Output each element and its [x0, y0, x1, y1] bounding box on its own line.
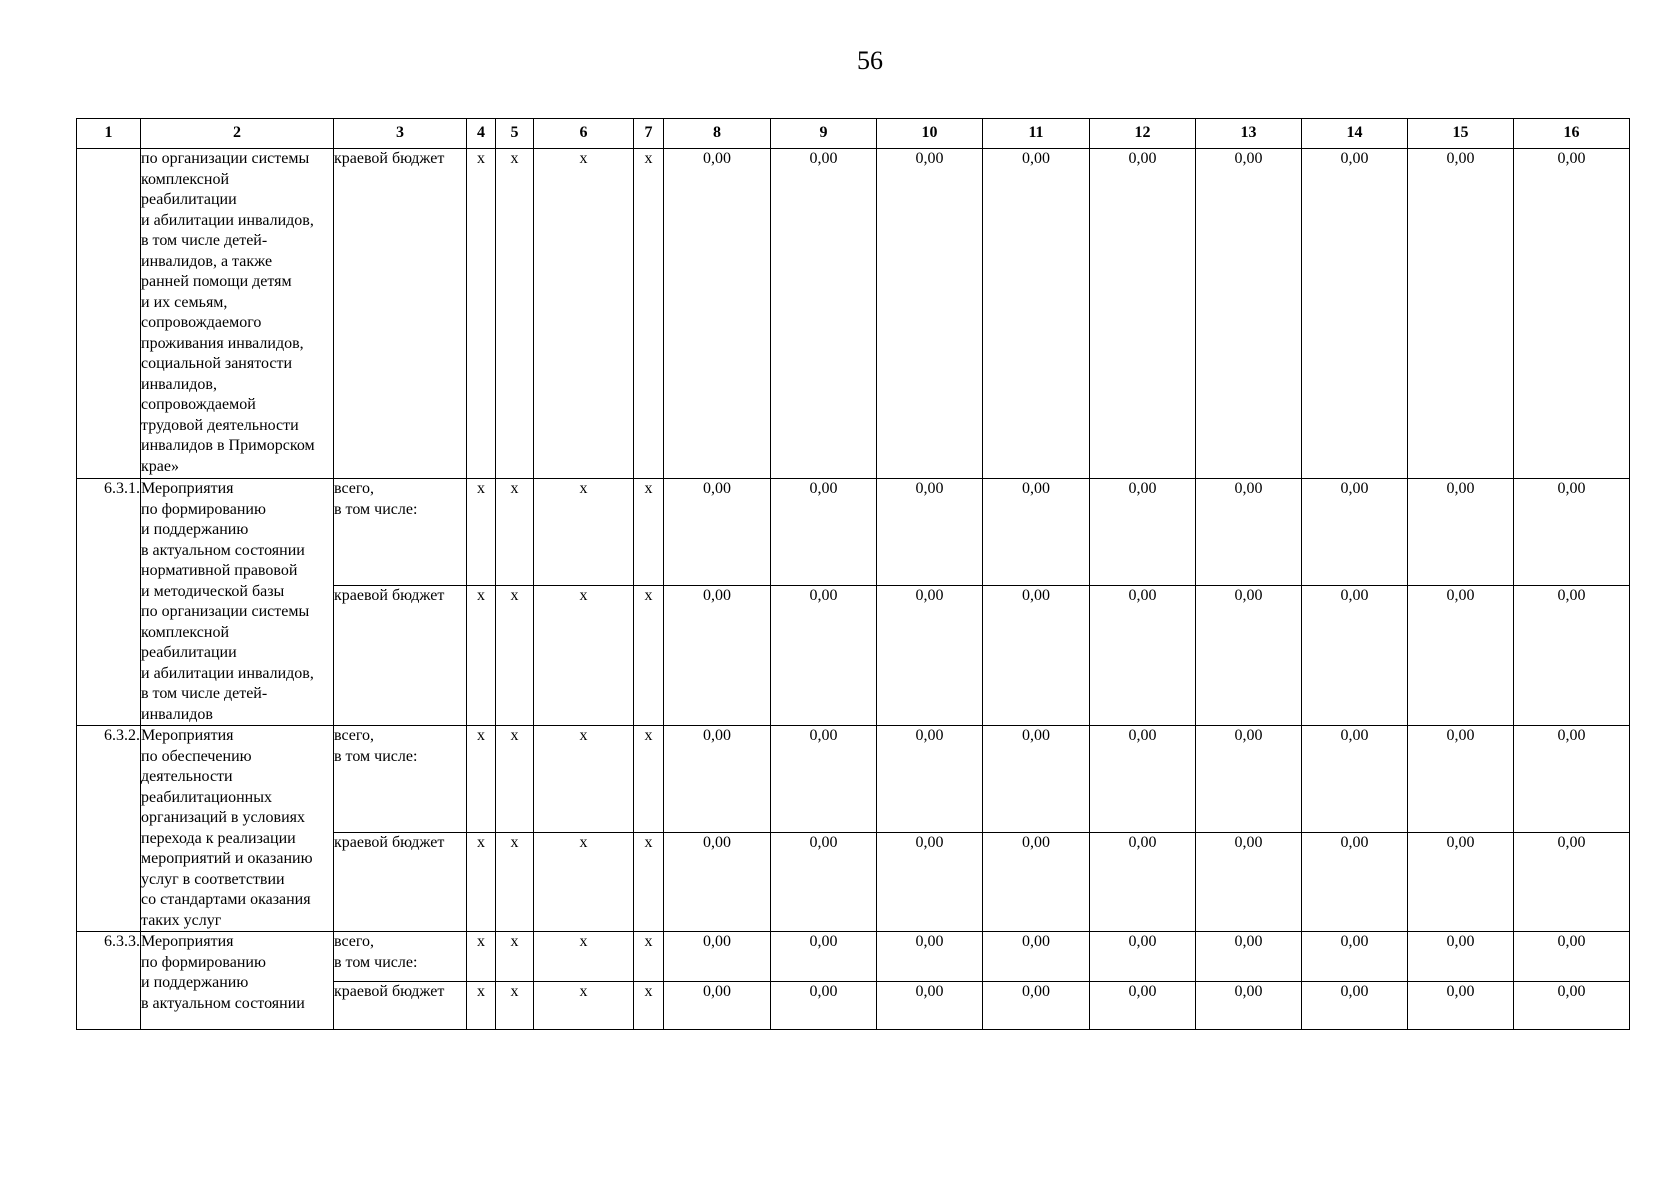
value-cell: 0,00: [983, 982, 1090, 1030]
budget-table: [76, 118, 1630, 1030]
description-line: ранней помощи детям: [141, 273, 292, 290]
mark-cell: x: [496, 932, 534, 982]
description-line: по формированию: [141, 500, 266, 518]
value-cell: 0,00: [1514, 982, 1630, 1030]
value-cell: 0,00: [1408, 833, 1514, 932]
mark-cell: x: [534, 585, 634, 725]
value-cell: 0,00: [983, 149, 1090, 479]
description-line: инвалидов, а также: [141, 252, 273, 270]
value-cell: 0,00: [1514, 585, 1630, 725]
value-cell: 0,00: [1090, 932, 1196, 982]
value-cell: 0,00: [771, 982, 877, 1030]
page-number: 56: [857, 46, 883, 75]
description-line: в актуальном состоянии: [141, 541, 305, 559]
funding-source: [334, 585, 467, 725]
mark-cell: x: [467, 833, 496, 932]
description-line: по формированию: [141, 953, 266, 971]
description-line: инвалидов,: [141, 375, 217, 393]
mark-cell: x: [496, 833, 534, 932]
column-header-7: 7: [634, 119, 664, 149]
item-description: [141, 932, 334, 1030]
description-line: Мероприятия: [141, 933, 234, 950]
mark-cell: x: [634, 982, 664, 1030]
column-header-1: 1: [77, 119, 141, 149]
item-description: [141, 479, 334, 726]
description-line: и абилитации инвалидов,: [141, 664, 314, 682]
funding-source-line: краевой бюджет: [334, 834, 445, 852]
column-header-9: 9: [771, 119, 877, 149]
value-cell: 0,00: [771, 726, 877, 833]
value-cell: 0,00: [1514, 479, 1630, 586]
description-line: и поддержанию: [141, 974, 249, 991]
column-header-16: 16: [1514, 119, 1630, 149]
mark-cell: x: [496, 982, 534, 1030]
value-cell: 0,00: [1408, 982, 1514, 1030]
item-description: [141, 726, 334, 932]
mark-cell: x: [634, 726, 664, 833]
value-cell: 0,00: [877, 932, 983, 982]
mark-cell: x: [467, 932, 496, 982]
value-cell: 0,00: [771, 149, 877, 479]
funding-source: [334, 479, 467, 586]
mark-cell: x: [634, 149, 664, 479]
funding-source-line: краевой бюджет: [334, 150, 445, 167]
description-line: сопровождаемой: [141, 396, 256, 413]
description-line: в том числе детей-: [141, 232, 268, 249]
column-header-12: 12: [1090, 119, 1196, 149]
mark-cell: x: [534, 833, 634, 932]
column-header-11: 11: [983, 119, 1090, 149]
description-line: перехода к реализации: [141, 829, 296, 847]
funding-source-line: краевой бюджет: [334, 586, 445, 604]
column-header-5: 5: [496, 119, 534, 149]
table-row: [77, 932, 1630, 982]
item-number: 6.3.2.: [77, 726, 141, 932]
value-cell: 0,00: [1514, 149, 1630, 479]
table-row: [77, 479, 1630, 586]
value-cell: 0,00: [664, 982, 771, 1030]
value-cell: 0,00: [1090, 479, 1196, 586]
value-cell: 0,00: [983, 479, 1090, 586]
description-line: комплексной: [141, 623, 230, 641]
value-cell: 0,00: [1196, 149, 1302, 479]
value-cell: 0,00: [1196, 982, 1302, 1030]
value-cell: 0,00: [877, 149, 983, 479]
mark-cell: x: [534, 479, 634, 586]
value-cell: 0,00: [1514, 833, 1630, 932]
mark-cell: x: [634, 479, 664, 586]
mark-cell: x: [467, 479, 496, 586]
mark-cell: x: [496, 585, 534, 725]
description-line: услуг в соответствии: [141, 870, 285, 888]
value-cell: 0,00: [771, 932, 877, 982]
mark-cell: x: [496, 149, 534, 479]
column-header-8: 8: [664, 119, 771, 149]
value-cell: 0,00: [983, 932, 1090, 982]
description-line: организаций в условиях: [141, 809, 306, 826]
mark-cell: x: [467, 726, 496, 833]
value-cell: 0,00: [1302, 833, 1408, 932]
value-cell: 0,00: [1090, 149, 1196, 479]
description-line: и их семьям,: [141, 293, 228, 311]
description-line: и методической базы: [141, 582, 285, 600]
mark-cell: x: [534, 726, 634, 833]
value-cell: 0,00: [1090, 726, 1196, 833]
column-header-6: 6: [534, 119, 634, 149]
mark-cell: x: [467, 585, 496, 725]
value-cell: 0,00: [877, 726, 983, 833]
description-line: Мероприятия: [141, 480, 234, 497]
description-line: сопровождаемого: [141, 314, 262, 331]
funding-source-line: в том числе:: [334, 500, 418, 518]
description-line: инвалидов в Приморском: [141, 437, 315, 454]
item-description: [141, 149, 334, 479]
description-line: нормативной правовой: [141, 562, 298, 579]
description-line: трудовой деятельности: [141, 416, 299, 434]
value-cell: 0,00: [877, 479, 983, 586]
value-cell: 0,00: [1196, 932, 1302, 982]
description-line: проживания инвалидов,: [141, 334, 304, 352]
mark-cell: x: [534, 932, 634, 982]
description-line: деятельности: [141, 768, 233, 785]
description-line: Мероприятия: [141, 727, 234, 744]
value-cell: 0,00: [1302, 585, 1408, 725]
table-row: [77, 726, 1630, 833]
funding-source-line: всего,: [334, 480, 375, 497]
mark-cell: x: [467, 982, 496, 1030]
mark-cell: x: [634, 585, 664, 725]
value-cell: 0,00: [1408, 932, 1514, 982]
value-cell: 0,00: [664, 149, 771, 479]
description-line: крае»: [141, 457, 179, 475]
funding-source: [334, 982, 467, 1030]
value-cell: 0,00: [1196, 833, 1302, 932]
description-line: мероприятий и оказанию: [141, 850, 313, 867]
table-row: [77, 149, 1630, 479]
funding-source: [334, 833, 467, 932]
column-header-4: 4: [467, 119, 496, 149]
funding-source-line: всего,: [334, 727, 375, 744]
mark-cell: x: [534, 149, 634, 479]
value-cell: 0,00: [1196, 479, 1302, 586]
column-header-14: 14: [1302, 119, 1408, 149]
description-line: в том числе детей-: [141, 685, 268, 702]
value-cell: 0,00: [1302, 149, 1408, 479]
description-line: социальной занятости: [141, 355, 293, 372]
funding-source-line: краевой бюджет: [334, 983, 445, 1000]
value-cell: 0,00: [1302, 479, 1408, 586]
item-number: 6.3.1.: [77, 479, 141, 726]
value-cell: 0,00: [1302, 726, 1408, 833]
description-line: со стандартами оказания: [141, 891, 311, 908]
description-line: в актуальном состоянии: [141, 994, 305, 1012]
funding-source: [334, 932, 467, 982]
description-line: и абилитации инвалидов,: [141, 211, 314, 229]
column-number-row: [77, 119, 1630, 149]
value-cell: 0,00: [664, 932, 771, 982]
value-cell: 0,00: [1196, 726, 1302, 833]
mark-cell: x: [496, 479, 534, 586]
description-line: комплексной: [141, 170, 230, 188]
description-line: по обеспечению: [141, 747, 252, 765]
mark-cell: x: [467, 149, 496, 479]
mark-cell: x: [496, 726, 534, 833]
value-cell: 0,00: [664, 726, 771, 833]
funding-source: [334, 726, 467, 833]
funding-source-line: в том числе:: [334, 953, 418, 971]
description-line: реабилитационных: [141, 788, 272, 806]
description-line: и поддержанию: [141, 521, 249, 538]
description-line: реабилитации: [141, 191, 237, 208]
mark-cell: x: [634, 833, 664, 932]
description-line: инвалидов: [141, 705, 213, 723]
value-cell: 0,00: [1090, 833, 1196, 932]
column-header-2: 2: [141, 119, 334, 149]
value-cell: 0,00: [1408, 585, 1514, 725]
table-body: [77, 149, 1630, 1030]
value-cell: 0,00: [983, 726, 1090, 833]
funding-source-line: в том числе:: [334, 747, 418, 765]
mark-cell: x: [534, 982, 634, 1030]
description-line: реабилитации: [141, 644, 237, 661]
funding-source-line: всего,: [334, 933, 375, 950]
value-cell: 0,00: [1090, 982, 1196, 1030]
value-cell: 0,00: [664, 833, 771, 932]
value-cell: 0,00: [1514, 726, 1630, 833]
value-cell: 0,00: [1408, 479, 1514, 586]
value-cell: 0,00: [1196, 585, 1302, 725]
description-line: таких услуг: [141, 911, 222, 929]
value-cell: 0,00: [771, 833, 877, 932]
funding-source: [334, 149, 467, 479]
value-cell: 0,00: [877, 833, 983, 932]
value-cell: 0,00: [1090, 585, 1196, 725]
value-cell: 0,00: [1302, 932, 1408, 982]
value-cell: 0,00: [664, 585, 771, 725]
value-cell: 0,00: [877, 585, 983, 725]
value-cell: 0,00: [877, 982, 983, 1030]
description-line: по организации системы: [141, 150, 310, 167]
value-cell: 0,00: [983, 585, 1090, 725]
mark-cell: x: [634, 932, 664, 982]
column-header-3: 3: [334, 119, 467, 149]
value-cell: 0,00: [1302, 982, 1408, 1030]
item-number: 6.3.3.: [77, 932, 141, 1030]
item-number: [77, 149, 141, 479]
value-cell: 0,00: [771, 479, 877, 586]
value-cell: 0,00: [1408, 149, 1514, 479]
value-cell: 0,00: [664, 479, 771, 586]
description-line: по организации системы: [141, 603, 310, 620]
value-cell: 0,00: [1408, 726, 1514, 833]
column-header-10: 10: [877, 119, 983, 149]
value-cell: 0,00: [771, 585, 877, 725]
column-header-15: 15: [1408, 119, 1514, 149]
value-cell: 0,00: [983, 833, 1090, 932]
column-header-13: 13: [1196, 119, 1302, 149]
value-cell: 0,00: [1514, 932, 1630, 982]
